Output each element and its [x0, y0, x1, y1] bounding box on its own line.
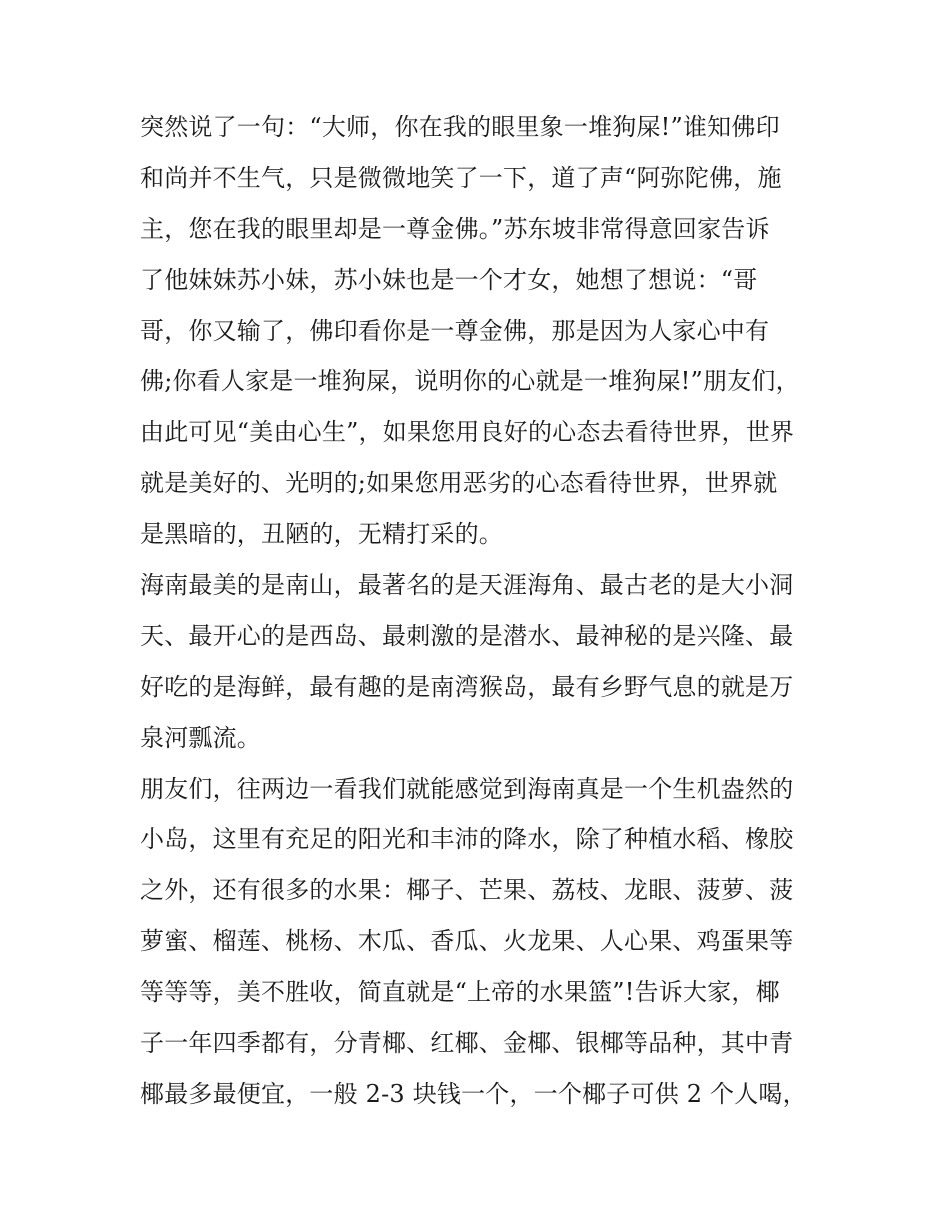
text-line: 之外，还有很多的水果：椰子、芒果、荔枝、龙眼、菠萝、菠: [140, 876, 794, 905]
text-line: 突然说了一句：“大师，你在我的眼里象一堆狗屎!”谁知佛印: [140, 113, 780, 141]
text-line: 椰最多最便宜，一般 2-3 块钱一个，一个椰子可供 2 个人喝，: [140, 1079, 807, 1108]
text-line: 由此可见“美由心生”，如果您用良好的心态去看待世界，世界: [140, 418, 795, 447]
text-line: 小岛，这里有充足的阳光和丰沛的降水，除了种植水稻、橡胶: [140, 825, 794, 854]
text-line: 好吃的是海鲜，最有趣的是南湾猴岛，最有乡野气息的就是万: [140, 672, 794, 701]
text-line: 哥，你又输了，佛印看你是一尊金佛，那是因为人家心中有: [140, 316, 770, 345]
text-line: 就是美好的、光明的;如果您用恶劣的心态看待世界，世界就: [140, 469, 778, 498]
text-line: 萝蜜、榴莲、桃杨、木瓜、香瓜、火龙果、人心果、鸡蛋果等: [140, 927, 794, 956]
text-line: 是黑暗的，丑陋的，无精打采的。: [140, 520, 503, 549]
text-line: 佛;你看人家是一堆狗屎，说明你的心就是一堆狗屎!”朋友们，: [140, 367, 800, 396]
text-line: 天、最开心的是西岛、最刺激的是潜水、最神秘的是兴隆、最: [140, 621, 794, 650]
text-line: 了他妹妹苏小妹，苏小妹也是一个才女，她想了想说：“哥: [140, 265, 758, 294]
body-text: [140, 102, 820, 1120]
text-line: 等等等，美不胜收，简直就是“上帝的水果篮”!告诉大家，椰: [140, 978, 780, 1007]
text-line: 主，您在我的眼里却是一尊金佛。”苏东坡非常得意回家告诉: [140, 214, 770, 243]
text-line: 和尚并不生气，只是微微地笑了一下，道了声“阿弥陀佛，施: [140, 163, 782, 192]
text-line: 泉河瓢流。: [140, 723, 261, 752]
text-line: 海南最美的是南山，最著名的是天涯海角、最古老的是大小洞: [140, 571, 794, 600]
text-line: 子一年四季都有，分青椰、红椰、金椰、银椰等品种，其中青: [140, 1029, 794, 1058]
text-line: 朋友们，往两边一看我们就能感觉到海南真是一个生机盎然的: [140, 774, 794, 803]
